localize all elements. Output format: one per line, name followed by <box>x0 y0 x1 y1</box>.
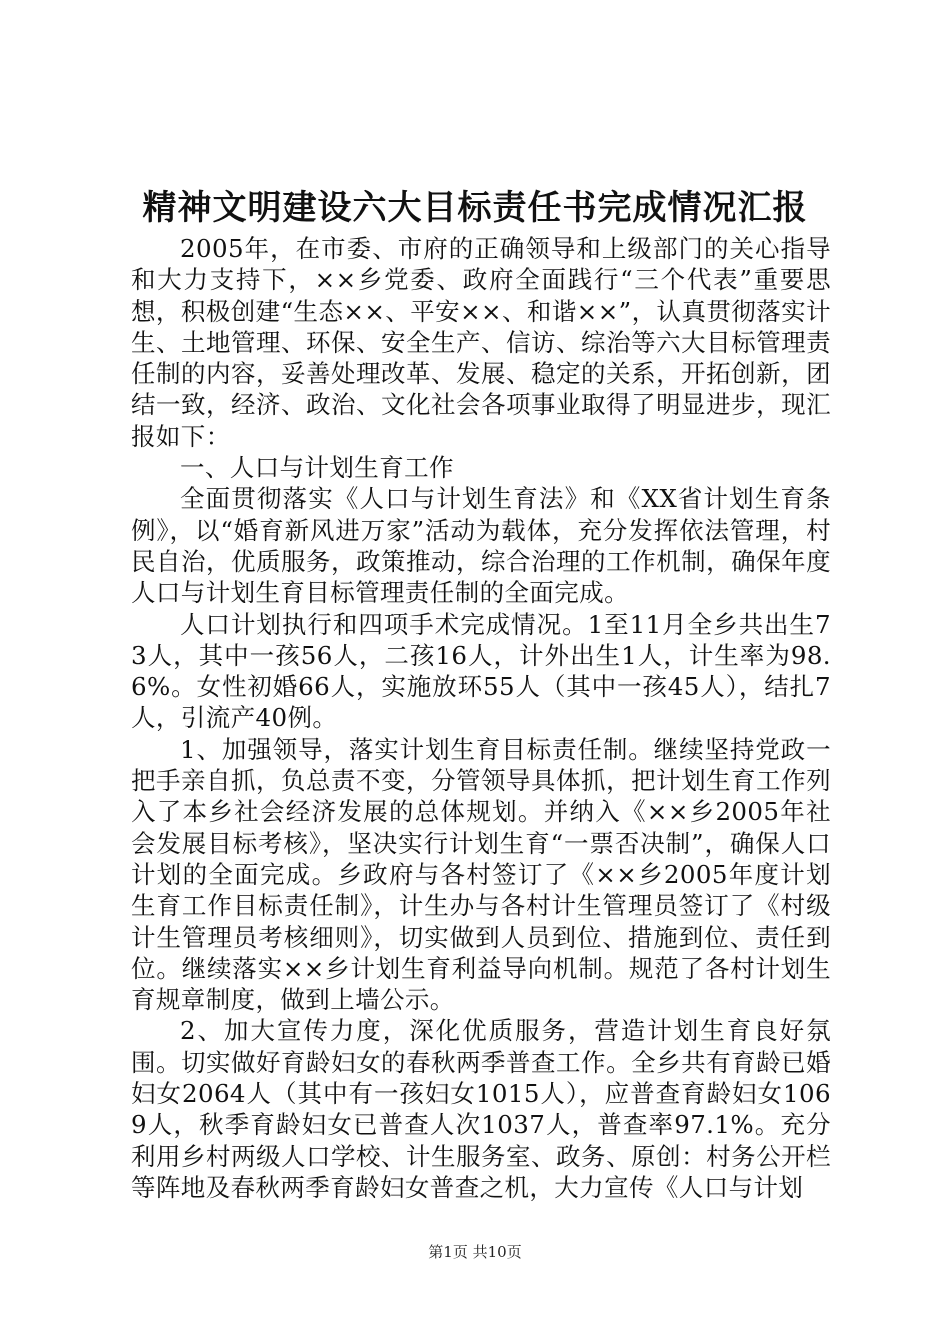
body-paragraph: 2、加大宣传力度，深化优质服务，营造计划生育良好氛围。切实做好育龄妇女的春秋两季普查工作。全乡共有育龄已婚妇女2064人（其中有一孩妇女1015人），应普查育龄妇女1069人，秋季育龄妇女已普查人次1037人，普查率97.1%。充分利用乡村两级人口学校、计生服务室、政务、原创：村务公开栏等阵地及春秋两季育龄妇女普查之机，大力宣传《人口与计划 <box>131 1016 831 1202</box>
body-paragraph: 1、加强领导，落实计划生育目标责任制。继续坚持党政一把手亲自抓，负总责不变，分管领导具体抓，把计划生育工作列入了本乡社会经济发展的总体规划。并纳入《××乡2005年社会发展目标考核》，坚决实行计划生育“一票否决制”，确保人口计划的全面完成。乡政府与各村签订了《××乡2005年度计划生育工作目标责任制》，计生办与各村计生管理员签订了《村级计生管理员考核细则》，切实做到人员到位、措施到位、责任到位。继续落实××乡计划生育利益导向机制。规范了各村计划生育规章制度，做到上墙公示。 <box>131 734 831 1015</box>
body-paragraph: 人口计划执行和四项手术完成情况。1至11月全乡共出生73人，其中一孩56人，二孩16人，计外出生1人，计生率为98.6%。女性初婚66人，实施放环55人（其中一孩45人），结扎7人，引流产40例。 <box>131 609 831 733</box>
intro-paragraph: 2005年，在市委、市府的正确领导和上级部门的关心指导和大力支持下，××乡党委、政府全面践行“三个代表”重要思想，积极创建“生态××、平安××、和谐××”，认真贯彻落实计生、土地管理、环保、安全生产、信访、综治等六大目标管理责任制的内容，妥善处理改革、发展、稳定的关系，开拓创新，团结一致，经济、政治、文化社会各项事业取得了明显进步，现汇报如下： <box>131 234 831 451</box>
page-footer: 第1页 共10页 <box>428 1243 522 1261</box>
document-title: 精神文明建设六大目标责任书完成情况汇报 <box>142 188 808 228</box>
body-paragraph: 全面贯彻落实《人口与计划生育法》和《XX省计划生育条例》，以“婚育新风进万家”活动为载体，充分发挥依法管理，村民自治，优质服务，政策推动，综合治理的工作机制，确保年度人口与计划生育目标管理责任制的全面完成。 <box>131 484 831 608</box>
section-heading: 一、人口与计划生育工作 <box>180 453 454 483</box>
document-body <box>131 233 831 1203</box>
